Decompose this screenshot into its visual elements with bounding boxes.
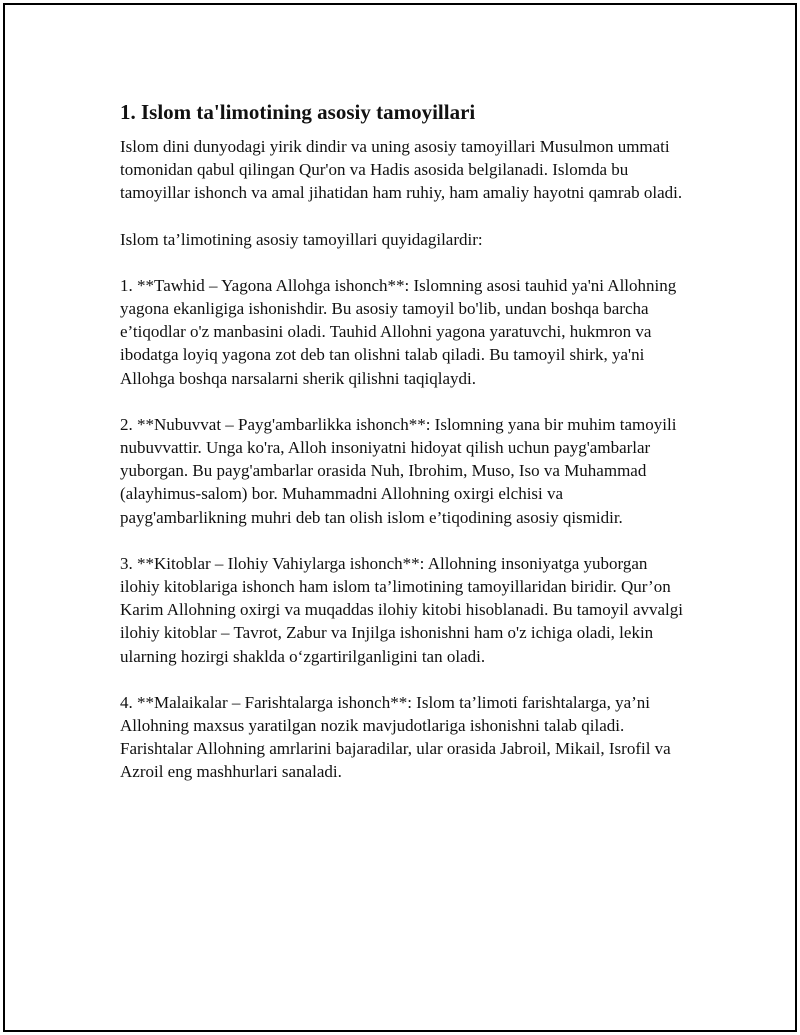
tawhid-paragraph: 1. **Tawhid – Yagona Allohga ishonch**: Islomning asosi tauhid ya'ni Allohning yagona ekanligiga ishonishdir. Bu asosiy tamoyil bo'lib, undan boshqa barcha e’tiqodlar o'z manbasini oladi. Tauhid Allohni yagona yaratuvchi, hukmron va ibodatga loyiq yagona zot deb tan olishni talab qiladi. Bu tamoyil shirk, ya'ni Allohga boshqa narsalarni sherik qilishni taqiqlaydi. xyxy=(120,275,677,388)
document-page xyxy=(3,3,797,1032)
intro-paragraph: Islom dini dunyodagi yirik dindir va uning asosiy tamoyillari Musulmon ummati tomonidan qabul qilingan Qur'on va Hadis asosida belgilanadi. Islomda bu tamoyillar ishonch va amal jihatidan ham ruhiy, ham amaliy hayotni qamrab oladi. xyxy=(120,137,683,203)
document-body xyxy=(120,99,690,807)
nubuvvat-paragraph: 2. **Nubuvvat – Payg'ambarlikka ishonch**: Islomning yana bir muhim tamoyili nubuvvattir. Unga ko'ra, Alloh insoniyatni hidoyat qilish uchun payg'ambarlar yuborgan. Bu payg'ambarlar orasida Nuh, Ibrohim, Muso, Iso va Muhammad (alayhimus-salom) bor. Muhammadni Allohning oxirgi elchisi va payg'ambarlikning muhri deb tan olish islom e’tiqodining asosiy qismidir. xyxy=(120,414,677,527)
document-heading: 1. Islom ta'limotining asosiy tamoyillari xyxy=(120,100,476,124)
kitoblar-paragraph: 3. **Kitoblar – Ilohiy Vahiylarga ishonch**: Allohning insoniyatga yuborgan ilohiy kitoblariga ishonch ham islom ta’limotining tamoyillaridan biridir. Qur’on Karim Allohning oxirgi va muqaddas ilohiy kitobi hisoblanadi. Bu tamoyil avvalgi ilohiy kitoblar – Tavrot, Zabur va Injilga ishonishni ham o'z ichiga oladi, lekin ularning hozirgi shaklda o‘zgartirilganligini tan oladi. xyxy=(120,553,683,666)
list-intro-paragraph: Islom ta’limotining asosiy tamoyillari quyidagilardir: xyxy=(120,229,483,249)
malaikalar-paragraph: 4. **Malaikalar – Farishtalarga ishonch**: Islom ta’limoti farishtalarga, ya’ni Allohning maxsus yaratilgan nozik mavjudotlariga ishonishni talab qiladi. Farishtalar Allohning amrlarini bajaradilar, ular orasida Jabroil, Mikail, Isrofil va Azroil eng mashhurlari sanaladi. xyxy=(120,692,671,782)
